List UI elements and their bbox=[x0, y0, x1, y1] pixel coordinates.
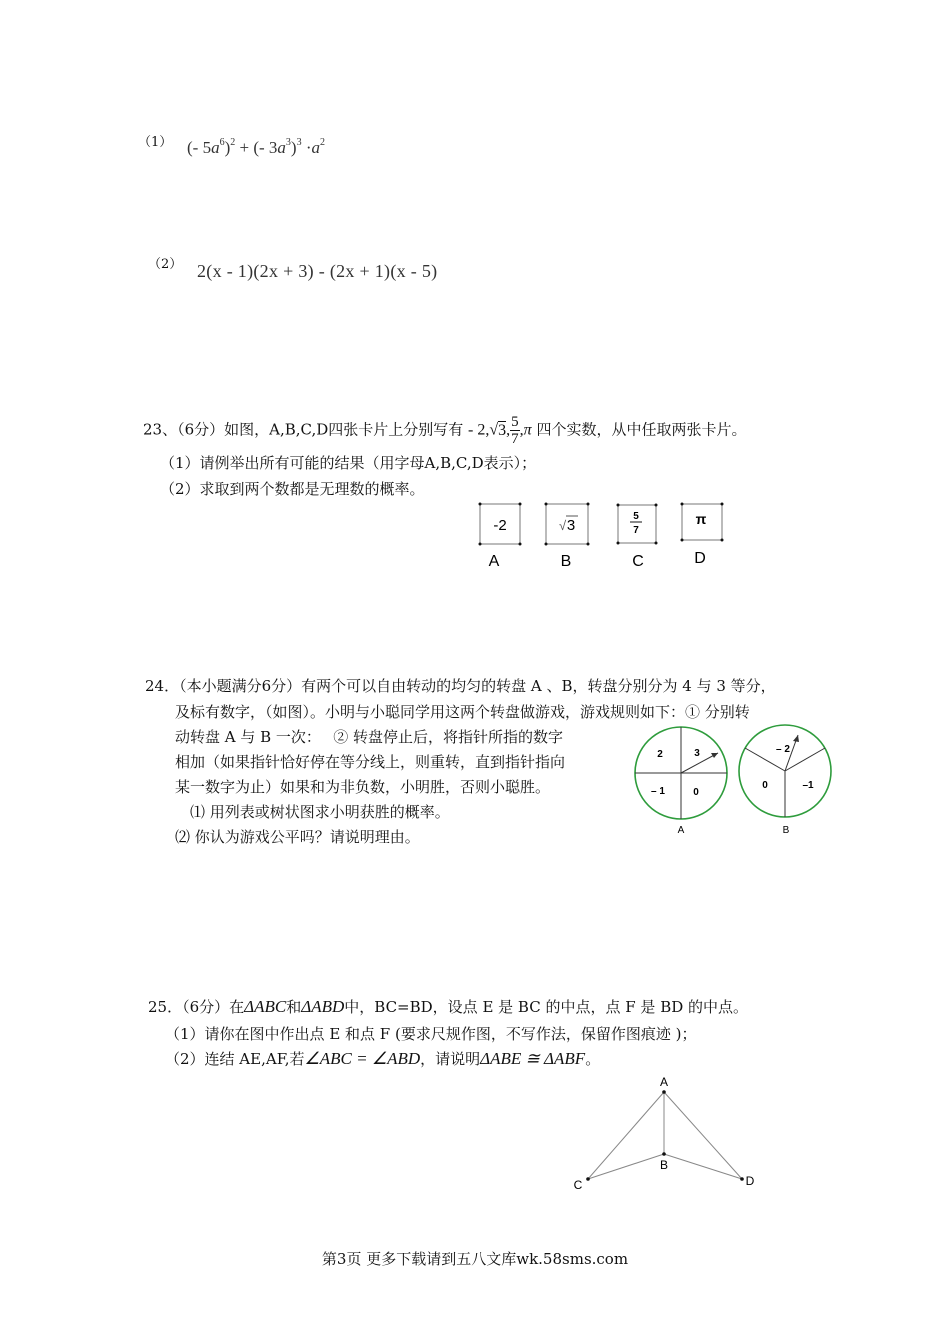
spinner-b bbox=[739, 725, 831, 836]
card-d-value: π bbox=[695, 511, 707, 527]
q23-tail: 四个实数，从中任取两张卡片。 bbox=[536, 420, 747, 439]
q25-stem bbox=[148, 996, 748, 1017]
item-1-number: （1） bbox=[138, 135, 173, 150]
spinner-b-number-0: 0 bbox=[762, 780, 768, 791]
point-a-label: A bbox=[659, 1075, 669, 1089]
spinner-a-number-2: 2 bbox=[657, 749, 663, 760]
page-footer: 第3页 更多下载请到五八文库wk.58sms.com bbox=[321, 1250, 629, 1268]
q24-sub-2: ⑵ 你认为游戏公平吗？请说明理由。 bbox=[175, 828, 420, 846]
card-c-denominator: 7 bbox=[633, 525, 639, 536]
card-a-letter: A bbox=[488, 553, 500, 570]
spinner-b-label: B bbox=[782, 825, 790, 836]
card-b bbox=[545, 503, 590, 571]
card-d-letter: D bbox=[694, 550, 706, 567]
spinner-b-number-neg1: –1 bbox=[802, 780, 814, 791]
q23-fraction: $\frac{5}{7}$ bbox=[511, 414, 519, 447]
q23-stem: 23、（6分）如图，A,B,C,D四张卡片上分别写有 - 2,√3, $\frac{5}{7}$ ,π 四个实数，从中任取两张卡片。 bbox=[143, 414, 747, 447]
q25-sub-2-b: ，请说明 bbox=[420, 1050, 481, 1068]
q25-head-a: 25．（6分）在 bbox=[148, 998, 245, 1016]
expression-1: (- $5a^6)^2$ + (- $3a^3)^3 \cdot a^2$ bbox=[187, 137, 326, 157]
point-d-label: D bbox=[745, 1174, 755, 1188]
q24-line-4: 相加（如果指针恰好停在等分线上，则重转，直到指针指向 bbox=[175, 753, 566, 771]
q23-head: 23、（6分）如图，A,B,C,D四张卡片上分别写有 bbox=[143, 420, 464, 439]
q24-sub-1: ⑴ 用列表或树状图求小明获胜的概率。 bbox=[190, 803, 450, 821]
q23-pi: π bbox=[523, 421, 532, 439]
q23-sub-2: （2）求取到两个数都是无理数的概率。 bbox=[160, 480, 425, 498]
point-c-label: C bbox=[573, 1178, 583, 1192]
q24-line-3: 动转盘 A 与 B 一次： ② 转盘停止后，将指针所指的数字 bbox=[175, 728, 563, 746]
card-a-value: -2 bbox=[493, 517, 507, 534]
card-d bbox=[681, 503, 724, 568]
q24-line-1: 24．（本小题满分6分）有两个可以自由转动的均匀的转盘 A 、B，转盘分别分为 4 与 3 等分， bbox=[145, 677, 776, 695]
item-2-number: （2） bbox=[148, 257, 183, 272]
card-c bbox=[617, 504, 658, 571]
card-b-value: 3 bbox=[566, 517, 576, 534]
q24-line-2: 及标有数字，（如图）。小明与小聪同学用这两个转盘做游戏，游戏规则如下：① 分别转 bbox=[175, 703, 750, 721]
triangle-figure bbox=[560, 1070, 780, 1200]
q25-sub-2-a: （2）连结 AE,AF,若 bbox=[165, 1050, 305, 1068]
card-a bbox=[479, 503, 522, 571]
q23-sqrt: √3, bbox=[489, 421, 511, 439]
card-c-numerator: 5 bbox=[633, 511, 639, 522]
expression-2: 2(x - 1)(2x + 3) - (2x + 1)(x - 5) bbox=[197, 261, 438, 281]
q25-and: 和 bbox=[286, 998, 302, 1016]
q25-sub-2-c: 。 bbox=[585, 1050, 601, 1068]
q23-values: - 2, bbox=[468, 421, 490, 439]
q23-sub-1: （1）请例举出所有可能的结果（用字母A,B,C,D表示）； bbox=[160, 454, 537, 472]
spinner-a bbox=[635, 727, 727, 836]
spinners-figure bbox=[628, 715, 838, 840]
q25-head-b: 中，BC=BD，设点 E 是 BC 的中点，点 F 是 BD 的中点。 bbox=[344, 998, 749, 1016]
q25-congruence: ΔABE ≅ ΔABF bbox=[480, 1049, 586, 1068]
spinner-b-number-neg2: – 2 bbox=[776, 744, 790, 755]
spinner-a-number-0: 0 bbox=[693, 787, 699, 798]
q25-triangle-abc: ΔABC bbox=[244, 997, 287, 1016]
q25-sub-1: （1）请你在图中作出点 E 和点 F (要求尺规作图，不写作法，保留作图痕迹 )； bbox=[165, 1025, 697, 1043]
card-b-letter: B bbox=[560, 553, 572, 570]
card-c-letter: C bbox=[632, 553, 644, 570]
spinner-a-number-neg1: – 1 bbox=[651, 786, 665, 797]
spinner-a-number-3: 3 bbox=[694, 748, 700, 759]
point-b-label: B bbox=[659, 1158, 669, 1172]
spinner-a-label: A bbox=[677, 825, 685, 836]
cards-figure bbox=[470, 496, 740, 576]
q25-sub-2 bbox=[165, 1048, 600, 1069]
q25-angle-condition: ∠ABC = ∠ABD bbox=[304, 1049, 421, 1068]
svg-text:√: √ bbox=[559, 518, 567, 533]
q24-line-5: 某一数字为止）如果和为非负数，小明胜，否则小聪胜。 bbox=[175, 778, 551, 796]
q25-triangle-abd: ΔABD bbox=[301, 997, 345, 1016]
